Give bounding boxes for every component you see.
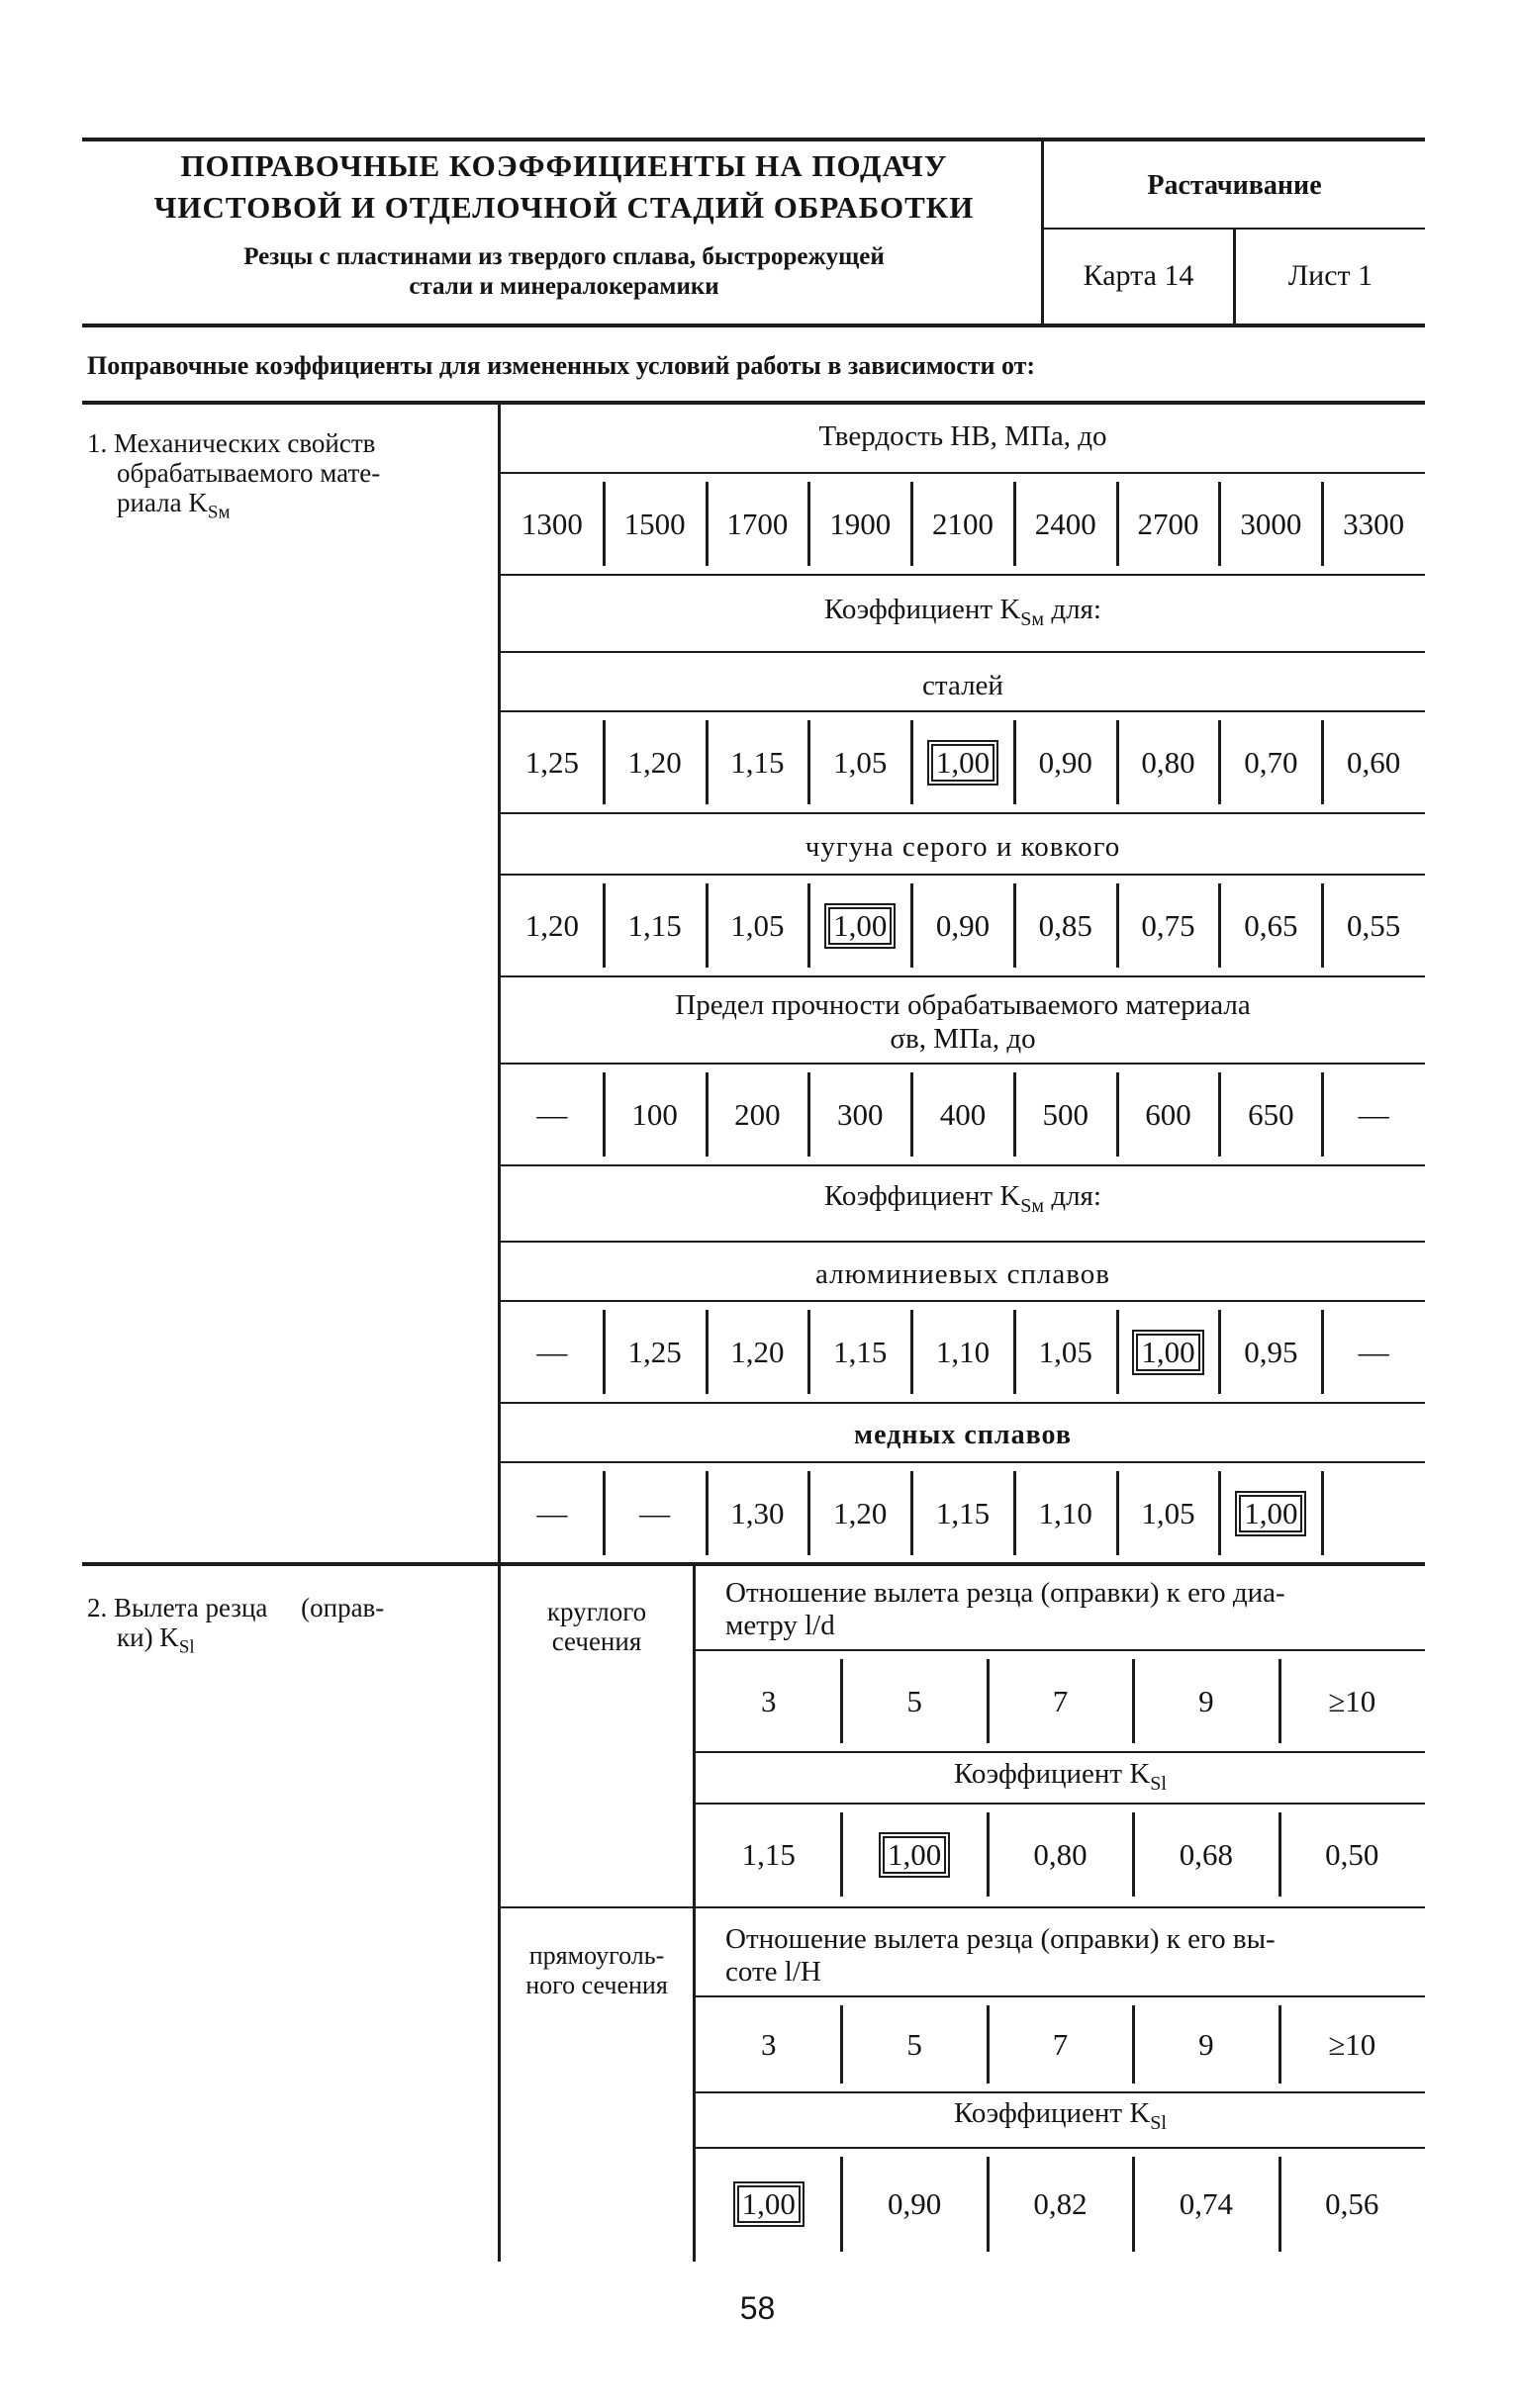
strength-divider: [910, 1072, 913, 1157]
card-number: Карта 14: [1083, 259, 1194, 292]
iron-value: 0,65: [1244, 907, 1298, 943]
round-title-line2: метру l/d: [725, 1610, 835, 1641]
round-coef-subscript: Sl: [1150, 1772, 1167, 1795]
header-title-line2: ЧИСТОВОЙ И ОТДЕЛОЧНОЙ СТАДИЙ ОБРАБОТКИ: [153, 190, 975, 225]
steel-value: 1,05: [833, 744, 888, 780]
hardness-value: 1700: [726, 506, 789, 541]
hardness-value: 3300: [1343, 506, 1405, 541]
copper-divider: [706, 1471, 709, 1555]
strength-value: 500: [1042, 1096, 1089, 1132]
round-ratio-value: 9: [1198, 1683, 1214, 1718]
hardness-divider: [706, 482, 709, 566]
iron-cell: [501, 876, 604, 975]
copper-cell: [911, 1463, 1014, 1563]
steel-cell: [707, 712, 809, 812]
copper-value: 1,15: [935, 1495, 991, 1530]
strength-cell: [501, 1065, 604, 1164]
hardness-divider: [603, 482, 606, 566]
round-coef-title: Коэффициент $K_{Sl}$: [954, 1758, 1167, 1795]
strength-row-rule: [501, 1164, 1425, 1166]
section2-top-rule: [82, 1562, 1425, 1566]
section1-label-subscript: Sм: [207, 502, 231, 523]
copper-row: [501, 1463, 1425, 1563]
steel-row: [501, 712, 1425, 812]
hardness-row: [501, 474, 1425, 574]
steel-value: 1,20: [627, 744, 682, 780]
hardness-cell: [911, 474, 1014, 574]
hardness-divider: [910, 482, 913, 566]
round-value-cell: [988, 1805, 1133, 1904]
section2-label-subscript: Sl: [178, 1636, 195, 1658]
round-value-value: 0,68: [1179, 1836, 1233, 1872]
rect-ratio-value: 7: [1052, 2026, 1069, 2062]
strength-cell: [911, 1065, 1014, 1164]
rect-value-divider: [1132, 2157, 1135, 2252]
strength-title-line1: Предел прочности обрабатываемого материала: [675, 989, 1251, 1021]
alu-cell: [604, 1302, 707, 1402]
header-bottom-rule: [82, 324, 1425, 327]
copper-value: 1,10: [1038, 1495, 1092, 1530]
rect-ratio-divider: [840, 2005, 843, 2084]
round-value-value: 0,50: [1325, 1836, 1379, 1872]
strength-value: —: [536, 1096, 568, 1132]
strength-cell: [808, 1065, 911, 1164]
copper-value: 1,30: [730, 1495, 785, 1530]
header-subtitle-line1: Резцы с пластинами из твердого сплава, быстрорежущей: [243, 243, 885, 270]
intro-text: Поправочные коэффициенты для измененных условий работы в зависимости от:: [87, 351, 1036, 380]
copper-cell: [1117, 1463, 1220, 1563]
rect-ratio-cell: [696, 1997, 841, 2091]
round-value-divider: [1278, 1812, 1281, 1897]
alu-title: алюминиевых сплавов: [814, 1258, 1110, 1290]
iron-cell: [1219, 876, 1322, 975]
strength-cell: [707, 1065, 809, 1164]
copper-cell: [1322, 1463, 1425, 1563]
hardness-cell: [1219, 474, 1322, 574]
copper-divider: [910, 1471, 913, 1555]
steel-cell: [1117, 712, 1220, 812]
steel-value: 1,25: [524, 744, 579, 780]
round-ratio-value: 7: [1052, 1683, 1069, 1718]
round-ratio-value: 3: [760, 1683, 777, 1718]
round-ratio-cell: [696, 1651, 841, 1751]
rect-ratio-divider: [987, 2005, 990, 2084]
hardness-value: 1300: [521, 506, 583, 541]
steel-cell: [911, 712, 1014, 812]
alu-cell: [1219, 1302, 1322, 1402]
copper-value: —: [639, 1495, 671, 1530]
copper-cell: [604, 1463, 707, 1563]
rect-value-divider: [1278, 2157, 1281, 2252]
coef-title-2-subscript: Sм: [1020, 1194, 1045, 1217]
round-ratio-divider: [1278, 1659, 1281, 1743]
copper-divider: [807, 1471, 810, 1555]
copper-divider: [1013, 1471, 1016, 1555]
section1-label-line2: обрабатываемого мате-: [117, 458, 381, 488]
coef-title-1-subscript: Sм: [1020, 607, 1045, 630]
hardness-cell: [1117, 474, 1220, 574]
rect-value-value: 0,82: [1033, 2186, 1088, 2221]
iron-divider: [603, 883, 606, 968]
copper-value: 1,20: [833, 1495, 888, 1530]
section2-label-line1: 2. Вылета резца (оправ-: [87, 1593, 385, 1622]
rect-value-value: 1,00: [737, 2185, 801, 2223]
rect-ratio-divider: [1132, 2005, 1135, 2084]
rect-label-line2: ного сечения: [525, 1971, 668, 1999]
iron-value: 0,55: [1346, 907, 1401, 943]
alu-value: 1,15: [833, 1334, 888, 1369]
alu-value: 1,20: [730, 1334, 785, 1369]
iron-cell: [808, 876, 911, 975]
alu-divider: [706, 1310, 709, 1394]
round-label-line2: сечения: [551, 1626, 642, 1656]
hardness-value: 2400: [1034, 506, 1096, 541]
iron-cell: [1014, 876, 1117, 975]
iron-cell: [707, 876, 809, 975]
hardness-cell: [501, 474, 604, 574]
round-values-row: [696, 1805, 1425, 1904]
hardness-cell: [1322, 474, 1425, 574]
round-value-value: 0,80: [1033, 1836, 1088, 1872]
round-ratio-divider: [840, 1659, 843, 1743]
alu-row-rule: [501, 1402, 1425, 1404]
iron-cell: [1322, 876, 1425, 975]
round-label-line1: круглого: [546, 1597, 647, 1626]
coef-title-1-rule: [501, 651, 1425, 653]
alu-cell: [707, 1302, 809, 1402]
hardness-divider: [807, 482, 810, 566]
iron-divider: [1321, 883, 1324, 968]
round-ratio-value: ≥10: [1328, 1683, 1376, 1718]
iron-divider: [807, 883, 810, 968]
copper-cell: [808, 1463, 911, 1563]
alu-cell: [1117, 1302, 1220, 1402]
header-subtitle-line2: стали и минералокерамики: [409, 273, 719, 300]
hardness-value: 1900: [829, 506, 892, 541]
hardness-cell: [707, 474, 809, 574]
round-ratio-divider: [987, 1659, 990, 1743]
copper-value: 1,05: [1141, 1495, 1195, 1530]
round-value-divider: [987, 1812, 990, 1897]
hardness-divider: [1116, 482, 1119, 566]
strength-cell: [1014, 1065, 1117, 1164]
strength-divider: [1218, 1072, 1221, 1157]
round-ratios-rule: [696, 1751, 1425, 1753]
alu-cell: [501, 1302, 604, 1402]
section2-label-line2: ки) $K_{Sl}$: [117, 1622, 195, 1658]
steel-value: 1,00: [931, 744, 994, 782]
strength-cell: [1322, 1065, 1425, 1164]
round-ratio-divider: [1132, 1659, 1135, 1743]
alu-divider: [1013, 1310, 1016, 1394]
rect-title-line1: Отношение вылета резца (оправки) к его вы-: [725, 1923, 1276, 1955]
alu-divider: [807, 1310, 810, 1394]
iron-value: 0,85: [1038, 907, 1092, 943]
strength-row: [501, 1065, 1425, 1164]
steel-divider: [1321, 720, 1324, 804]
alu-cell: [911, 1302, 1014, 1402]
iron-row: [501, 876, 1425, 975]
alu-cell: [1014, 1302, 1117, 1402]
strength-value: 100: [631, 1096, 678, 1132]
rect-top-rule: [501, 1906, 1425, 1908]
rect-value-divider: [840, 2157, 843, 2252]
round-ratio-value: 5: [906, 1683, 922, 1718]
coef-title-2: Коэффициент $K_{Sм}$ для:: [824, 1180, 1101, 1217]
hardness-cell: [604, 474, 707, 574]
rect-ratio-value: 3: [760, 2026, 777, 2062]
copper-divider: [1218, 1471, 1221, 1555]
coef-title-1: Коэффициент $K_{Sм}$ для:: [824, 594, 1101, 630]
iron-value: 1,00: [828, 907, 892, 945]
header-divider: [1041, 138, 1044, 325]
strength-value: 300: [836, 1096, 884, 1132]
steel-cell: [501, 712, 604, 812]
alu-divider: [603, 1310, 606, 1394]
steel-title: сталей: [922, 670, 1003, 701]
copper-title: медных сплавов: [854, 1420, 1072, 1450]
hardness-value: 1500: [623, 506, 686, 541]
steel-cell: [604, 712, 707, 812]
section2-column-divider: [498, 1564, 501, 2262]
iron-cell: [604, 876, 707, 975]
rect-ratios-row: [696, 1997, 1425, 2091]
rect-value-cell: [696, 2149, 841, 2260]
round-value-value: 1,00: [883, 1836, 946, 1874]
strength-divider: [1013, 1072, 1016, 1157]
round-ratio-cell: [1279, 1651, 1425, 1751]
alu-row: [501, 1302, 1425, 1402]
steel-row-rule: [501, 812, 1425, 814]
operation-label: Растачивание: [1147, 170, 1322, 201]
rect-ratio-value: 9: [1198, 2026, 1214, 2062]
intro-rule: [82, 401, 1425, 405]
alu-divider: [910, 1310, 913, 1394]
rect-value-value: 0,56: [1325, 2186, 1379, 2221]
steel-cell: [1219, 712, 1322, 812]
sheet-number: Лист 1: [1287, 259, 1373, 292]
rect-ratios-rule: [696, 2091, 1425, 2093]
alu-cell: [1322, 1302, 1425, 1402]
alu-value: 1,10: [935, 1334, 991, 1369]
strength-cell: [604, 1065, 707, 1164]
rect-label-line1: прямоуголь-: [528, 1941, 665, 1970]
copper-cell: [707, 1463, 809, 1563]
alu-value: —: [536, 1334, 568, 1369]
strength-divider: [706, 1072, 709, 1157]
strength-value: 600: [1145, 1096, 1191, 1132]
steel-cell: [808, 712, 911, 812]
iron-divider: [706, 883, 709, 968]
strength-divider: [1321, 1072, 1324, 1157]
section1-label-line1: 1. Механических свойств: [87, 428, 376, 458]
header-title-line1: ПОПРАВОЧНЫЕ КОЭФФИЦИЕНТЫ НА ПОДАЧУ: [180, 148, 948, 183]
round-value-value: 1,15: [741, 1836, 796, 1872]
hardness-value: 3000: [1240, 506, 1302, 541]
iron-cell: [911, 876, 1014, 975]
steel-value: 0,70: [1244, 744, 1298, 780]
round-value-cell: [841, 1805, 987, 1904]
copper-cell: [1219, 1463, 1322, 1563]
rect-ratio-value: ≥10: [1328, 2026, 1376, 2062]
round-ratio-cell: [1133, 1651, 1278, 1751]
steel-value: 1,15: [730, 744, 785, 780]
rect-value-value: 0,90: [887, 2186, 942, 2221]
round-ratio-cell: [841, 1651, 987, 1751]
copper-cell: [501, 1463, 604, 1563]
copper-divider: [603, 1471, 606, 1555]
strength-title-line2: σв, МПа, до: [890, 1023, 1036, 1055]
strength-cell: [1117, 1065, 1220, 1164]
steel-value: 0,90: [1038, 744, 1092, 780]
copper-divider: [1321, 1471, 1324, 1555]
steel-divider: [1218, 720, 1221, 804]
iron-row-rule: [501, 975, 1425, 977]
steel-divider: [807, 720, 810, 804]
round-value-divider: [840, 1812, 843, 1897]
steel-divider: [706, 720, 709, 804]
hardness-cell: [808, 474, 911, 574]
iron-title: чугуна серого и ковкого: [805, 831, 1121, 863]
round-ratio-cell: [988, 1651, 1133, 1751]
rect-values-row: [696, 2149, 1425, 2260]
round-value-cell: [1133, 1805, 1278, 1904]
round-value-divider: [1132, 1812, 1135, 1897]
iron-value: 1,20: [524, 907, 579, 943]
hardness-divider: [1321, 482, 1324, 566]
steel-value: 0,80: [1141, 744, 1195, 780]
rect-ratio-cell: [1133, 1997, 1278, 2091]
iron-value: 0,90: [935, 907, 991, 943]
steel-divider: [1013, 720, 1016, 804]
iron-value: 1,05: [730, 907, 785, 943]
iron-divider: [910, 883, 913, 968]
rect-ratio-cell: [841, 1997, 987, 2091]
page-number: 58: [739, 2290, 776, 2326]
rect-ratio-divider: [1278, 2005, 1281, 2084]
hardness-divider: [1013, 482, 1016, 566]
steel-divider: [603, 720, 606, 804]
rect-value-cell: [988, 2149, 1133, 2260]
steel-divider: [910, 720, 913, 804]
round-value-cell: [1279, 1805, 1425, 1904]
strength-divider: [603, 1072, 606, 1157]
copper-value: 1,00: [1239, 1495, 1302, 1532]
steel-cell: [1014, 712, 1117, 812]
iron-divider: [1116, 883, 1119, 968]
rect-value-cell: [1133, 2149, 1278, 2260]
rect-value-value: 0,74: [1179, 2186, 1233, 2221]
iron-value: 0,75: [1141, 907, 1195, 943]
rect-coef-subscript: Sl: [1150, 2111, 1167, 2134]
strength-value: —: [1358, 1096, 1389, 1132]
hardness-title: Твердость НВ, МПа, до: [818, 420, 1107, 452]
copper-divider: [1116, 1471, 1119, 1555]
iron-cell: [1117, 876, 1220, 975]
iron-divider: [1013, 883, 1016, 968]
alu-value: 0,95: [1244, 1334, 1298, 1369]
alu-value: 1,25: [627, 1334, 682, 1369]
rect-title-line2: соте l/H: [725, 1956, 821, 1988]
round-value-cell: [696, 1805, 841, 1904]
section1-label-line3: риала $K_{Sм}$: [117, 488, 231, 523]
strength-divider: [807, 1072, 810, 1157]
alu-divider: [1116, 1310, 1119, 1394]
hardness-row-rule: [501, 574, 1425, 576]
rect-ratio-cell: [1279, 1997, 1425, 2091]
alu-value: 1,00: [1136, 1334, 1199, 1371]
alu-divider: [1321, 1310, 1324, 1394]
round-title-line1: Отношение вылета резца (оправки) к его диа-: [725, 1577, 1285, 1609]
strength-divider: [1116, 1072, 1119, 1157]
strength-value: 400: [939, 1096, 987, 1132]
strength-value: 200: [734, 1096, 781, 1132]
rect-ratio-cell: [988, 1997, 1133, 2091]
rect-value-cell: [1279, 2149, 1425, 2260]
steel-cell: [1322, 712, 1425, 812]
alu-value: —: [1358, 1334, 1389, 1369]
rect-value-divider: [987, 2157, 990, 2252]
steel-value: 0,60: [1346, 744, 1401, 780]
iron-value: 1,15: [627, 907, 682, 943]
strength-value: 650: [1248, 1096, 1294, 1132]
copper-value: —: [536, 1495, 568, 1530]
alu-divider: [1218, 1310, 1221, 1394]
round-ratios-row: [696, 1651, 1425, 1751]
steel-divider: [1116, 720, 1119, 804]
header-top-rule: [82, 138, 1425, 141]
hardness-divider: [1218, 482, 1221, 566]
rect-value-cell: [841, 2149, 987, 2260]
copper-cell: [1014, 1463, 1117, 1563]
alu-value: 1,05: [1038, 1334, 1092, 1369]
hardness-cell: [1014, 474, 1117, 574]
rect-coef-title: Коэффициент $K_{Sl}$: [954, 2097, 1167, 2134]
iron-divider: [1218, 883, 1221, 968]
alu-cell: [808, 1302, 911, 1402]
strength-cell: [1219, 1065, 1322, 1164]
hardness-value: 2700: [1137, 506, 1199, 541]
coef-title-2-rule: [501, 1241, 1425, 1243]
rect-ratio-value: 5: [906, 2026, 922, 2062]
hardness-value: 2100: [931, 506, 994, 541]
